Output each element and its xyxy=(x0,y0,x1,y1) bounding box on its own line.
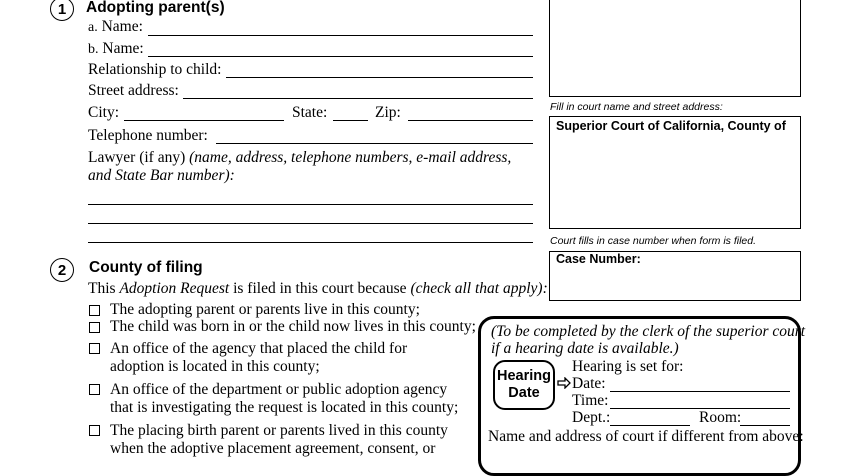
checkbox-parents-live[interactable] xyxy=(89,305,100,316)
relationship-field[interactable] xyxy=(226,77,533,78)
section-title-county-of-filing: County of filing xyxy=(89,259,203,276)
hearing-note-1: (To be completed by the clerk of the superior court xyxy=(491,323,806,340)
section-number-2: 2 xyxy=(50,258,74,282)
right-arrow-icon xyxy=(557,377,571,389)
hearing-date-label: Date: xyxy=(572,375,606,392)
hearing-room-label: Room: xyxy=(699,409,742,426)
court-name-box[interactable] xyxy=(549,116,801,229)
badge-line-2: Date xyxy=(508,385,540,401)
hearing-time-label: Time: xyxy=(572,392,609,409)
relationship-label: Relationship to child: xyxy=(88,61,222,78)
intro-doc: Adoption Request xyxy=(119,280,230,297)
case-number-label: Case Number: xyxy=(556,252,641,266)
option-child-born: The child was born in or the child now lives in this county; xyxy=(110,318,476,335)
option-agency-office-line1: An office of the agency that placed the child for xyxy=(110,340,408,357)
alternate-court-label: Name and address of court if different from above: xyxy=(488,428,804,445)
city-field[interactable] xyxy=(124,120,284,121)
intro-b: is filed in this court because xyxy=(233,280,407,297)
fill-court-hint: Fill in court name and street address: xyxy=(550,101,723,113)
checkbox-child-born[interactable] xyxy=(89,322,100,333)
court-name-label: Superior Court of California, County of xyxy=(556,119,786,133)
checkbox-birth-parent[interactable] xyxy=(89,425,100,436)
hearing-dept-field[interactable] xyxy=(610,425,690,426)
lawyer-hint-1: (name, address, telephone numbers, e-mail address, xyxy=(189,149,512,166)
hearing-room-field[interactable] xyxy=(740,425,790,426)
name-a-text: Name: xyxy=(101,18,143,35)
street-address-field[interactable] xyxy=(183,98,533,99)
county-intro xyxy=(88,280,548,298)
option-department-line1: An office of the department or public adoption agency xyxy=(110,381,448,398)
lawyer-field-line-1[interactable] xyxy=(88,204,533,205)
hearing-date-badge xyxy=(493,360,555,410)
intro-a: This xyxy=(88,280,116,297)
zip-field[interactable] xyxy=(408,120,533,121)
name-a-label xyxy=(88,18,143,37)
name-b-field[interactable] xyxy=(148,56,533,57)
badge-line-1: Hearing xyxy=(497,368,551,384)
city-label: City: xyxy=(88,104,120,121)
option-birth-parent-line2: when the adoptive placement agreement, consent, or xyxy=(110,440,436,457)
case-number-box[interactable] xyxy=(549,251,801,301)
zip-label: Zip: xyxy=(375,104,401,121)
hearing-note-2: if a hearing date is available.) xyxy=(491,340,679,357)
top-right-box[interactable] xyxy=(549,0,801,97)
lawyer-label xyxy=(88,149,511,167)
case-number-hint: Court fills in case number when form is filed. xyxy=(550,235,756,247)
name-b-label xyxy=(88,40,144,59)
name-a-field[interactable] xyxy=(148,35,533,36)
hearing-set-for: Hearing is set for: xyxy=(572,358,684,375)
street-address-label: Street address: xyxy=(88,82,179,99)
name-b-prefix: b. xyxy=(88,42,99,57)
option-department-line2: that is investigating the request is located in this county; xyxy=(110,399,459,416)
telephone-label: Telephone number: xyxy=(88,127,208,144)
lawyer-field-line-2[interactable] xyxy=(88,223,533,224)
state-label: State: xyxy=(292,104,328,121)
option-agency-office-line2: adoption is located in this county; xyxy=(110,358,320,375)
section-number-1: 1 xyxy=(50,0,74,21)
checkbox-department-office[interactable] xyxy=(89,384,100,395)
option-parents-live: The adopting parent or parents live in this county; xyxy=(110,301,420,318)
section-title-adopting-parents: Adopting parent(s) xyxy=(86,0,225,16)
lawyer-field-line-3[interactable] xyxy=(88,242,533,243)
state-field[interactable] xyxy=(333,120,368,121)
lawyer-label-text: Lawyer (if any) xyxy=(88,149,186,166)
checkbox-agency-office[interactable] xyxy=(89,343,100,354)
intro-hint: (check all that apply): xyxy=(410,280,548,297)
option-birth-parent-line1: The placing birth parent or parents lived in this county xyxy=(110,422,448,439)
hearing-dept-label: Dept.: xyxy=(572,409,611,426)
lawyer-hint-2: and State Bar number): xyxy=(88,167,235,184)
hearing-date-field[interactable] xyxy=(610,391,790,392)
name-a-prefix: a. xyxy=(88,20,98,35)
name-b-text: Name: xyxy=(102,40,144,57)
telephone-field[interactable] xyxy=(216,143,533,144)
